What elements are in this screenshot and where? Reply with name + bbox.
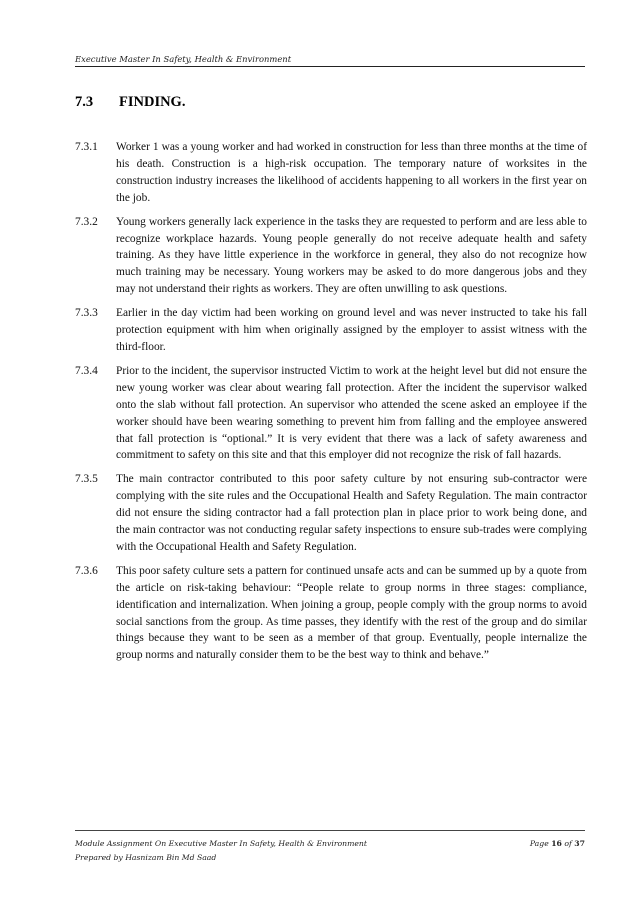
finding-number: 7.3.2 [75, 215, 98, 228]
section-heading [75, 94, 185, 111]
page-of: of [564, 839, 572, 848]
finding-text: This poor safety culture sets a pattern for continued unsafe acts and can be summed up by a quote from the article on risk-taking behaviour: “People relate to group norms in three stages: compliance, identification and internalization. When joining a group, people comply with the group norms to avoid social sanctions from the group. As time passes, they identify with the rest of the group and do similar things because they want to be seen as a member of that group. Eventually, people internalize the group norms and naturally consider them to be the best way to think and behave.” [116, 564, 587, 662]
finding-number: 7.3.1 [75, 141, 98, 153]
finding-item [75, 214, 587, 299]
finding-number: 7.3.6 [75, 564, 98, 577]
finding-text: Young workers generally lack experience in the tasks they are requested to perform and are less able to recognize workplace hazards. Young people generally do not receive adequate health and safety training. As they have little experience in the workforce in general, they also do not recognize how much training may be necessary. Young workers may be asked to do more dangerous jobs and they may not understand their rights as workers. They are often unwilling to ask questions. [116, 215, 587, 296]
finding-item [75, 139, 587, 207]
page-current: 16 [551, 839, 562, 848]
finding-text: Earlier in the day victim had been working on ground level and was never instructed to take his fall protection equipment with him when originally assigned by the employer to assist witness with the third-floor. [116, 307, 587, 353]
footer-divider [75, 830, 585, 831]
footer-prepared-by: Prepared by Hasnizam Bin Md Saad [75, 853, 217, 862]
section-number: 7.3 [75, 94, 94, 110]
findings-list [75, 139, 587, 671]
footer-row [75, 837, 585, 851]
running-footer [75, 837, 585, 865]
finding-number: 7.3.3 [75, 307, 98, 320]
finding-item [75, 305, 587, 356]
page-label: Page [529, 839, 549, 848]
header-title: Executive Master In Safety, Health & Environment [75, 54, 292, 64]
finding-number: 7.3.4 [75, 364, 98, 377]
finding-text: Worker 1 was a young worker and had worked in construction for less than three months at the time of his death. Construction is a high-risk occupation. The temporary nature of worksites in the construction industry increases the likelihood of accidents happening to all workers in the first year on the job. [116, 141, 587, 204]
finding-number: 7.3.5 [75, 473, 98, 486]
section-title: FINDING. [119, 94, 186, 110]
page-indicator [530, 837, 585, 851]
finding-text: Prior to the incident, the supervisor instructed Victim to work at the height level but did not ensure the new young worker was clear about wearing fall protection. After the incident the supervisor walked onto the slab without fall protection. An supervisor who attended the scene asked an employee if the worker should have been wearing something to prevent him from falling and the employee answered that fall protection is “optional.” It is very evident that there was a lack of safety awareness and commitment to safety on this site and that this employer did not recognize the risk of fall hazards. [116, 364, 587, 462]
running-header [75, 54, 585, 67]
footer-module: Module Assignment On Executive Master In Safety, Health & Environment [75, 839, 367, 848]
finding-item [75, 563, 587, 664]
finding-item [75, 471, 587, 556]
finding-text: The main contractor contributed to this poor safety culture by not ensuring sub-contractor were complying with the site rules and the Occupational Health and Safety Regulation. The main contractor did not ensure the siding contractor had a fall protection plan in place prior to work being done, and the main contractor was not conducting regular safety inspections to ensure sub-trades were complying with the Occupational Health and Safety Regulation. [116, 473, 587, 553]
finding-item [75, 363, 587, 464]
page-total: 37 [574, 839, 585, 848]
